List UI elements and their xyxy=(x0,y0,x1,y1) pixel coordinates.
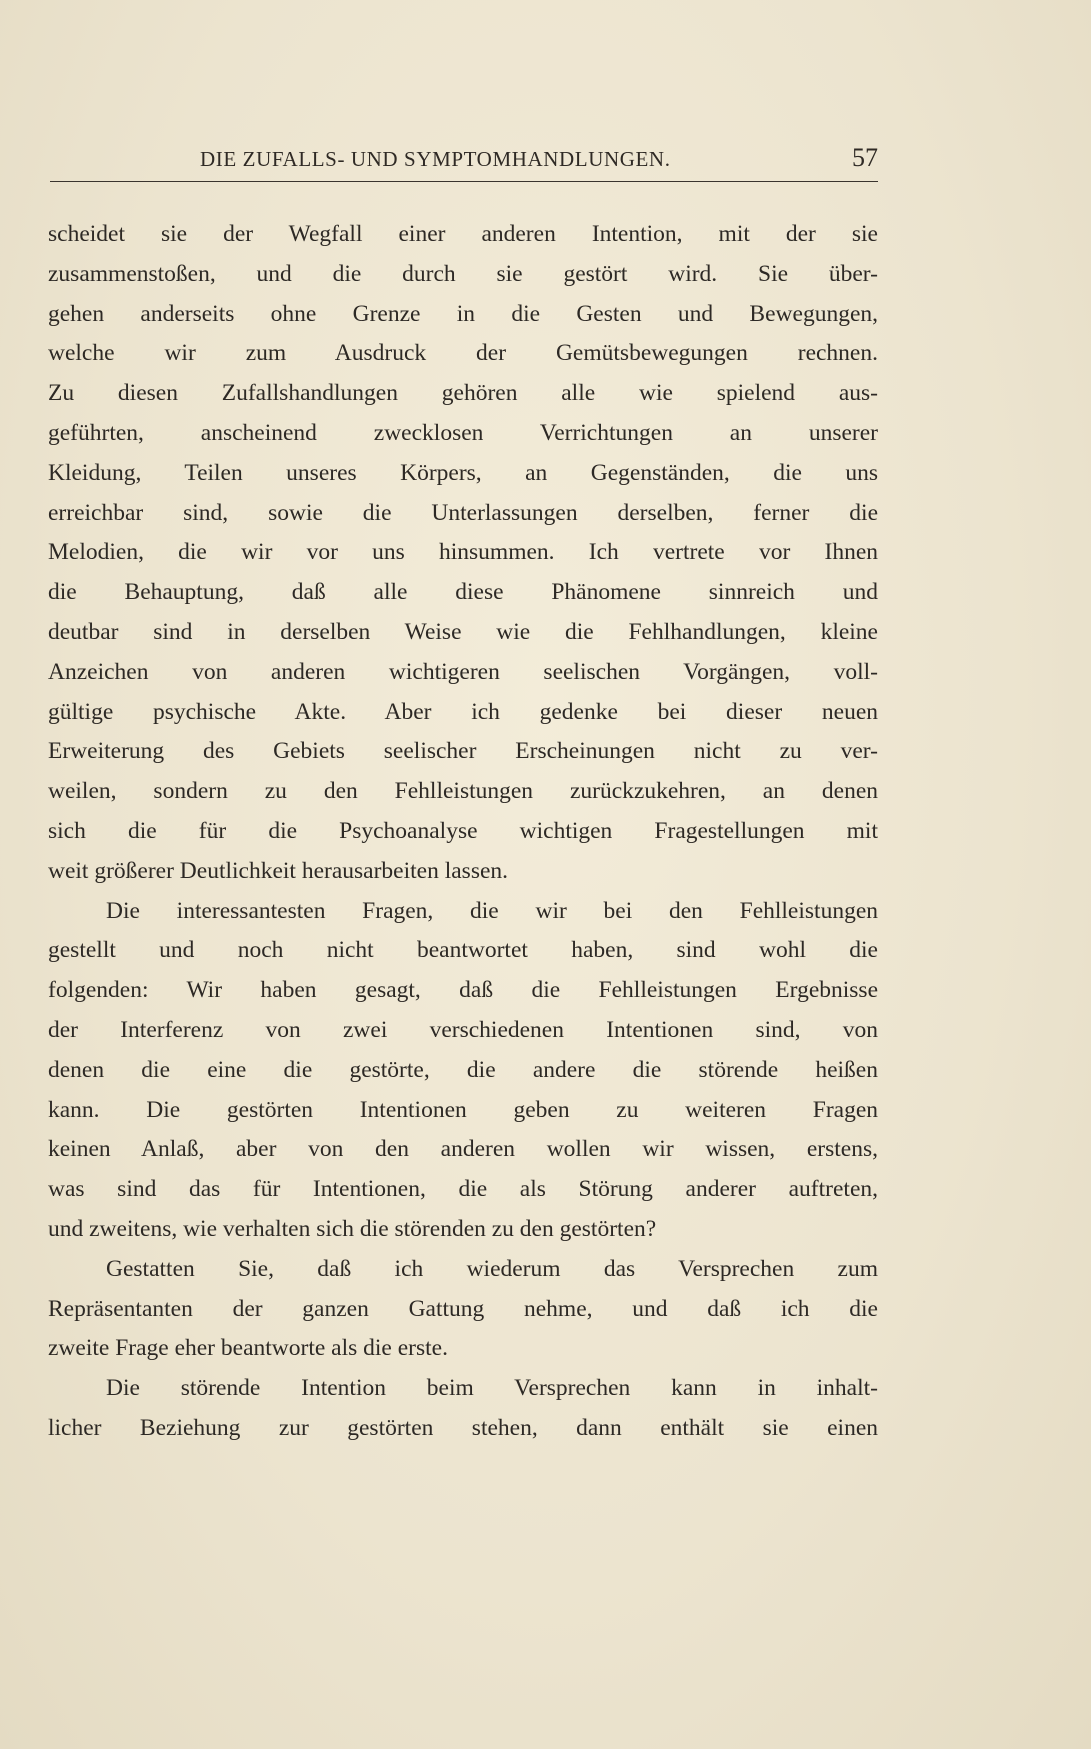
text-line: erreichbar sind, sowie die Unterlassungen derselben, ferner die xyxy=(48,499,878,526)
text-line: Die interessantesten Fragen, die wir bei den Fehlleistungen xyxy=(106,897,878,924)
page-number: 57 xyxy=(852,143,878,172)
text-line: geführten, anscheinend zwecklosen Verrichtungen an unserer xyxy=(48,419,878,446)
text-line: Kleidung, Teilen unseres Körpers, an Gegenständen, die uns xyxy=(48,459,878,486)
text-line: sich die für die Psychoanalyse wichtigen Fragestellungen mit xyxy=(48,817,878,844)
text-line: Anzeichen von anderen wichtigeren seelischen Vorgängen, voll- xyxy=(48,658,878,685)
text-line: denen die eine die gestörte, die andere die störende heißen xyxy=(48,1056,878,1083)
text-line: Repräsentanten der ganzen Gattung nehme, und daß ich die xyxy=(48,1295,878,1322)
header-rule xyxy=(50,181,878,182)
text-line: zusammenstoßen, und die durch sie gestört wird. Sie über- xyxy=(48,260,878,287)
text-line: welche wir zum Ausdruck der Gemütsbewegungen rechnen. xyxy=(48,340,878,367)
text-line: Erweiterung des Gebiets seelischer Erscheinungen nicht zu ver- xyxy=(48,738,878,765)
text-line: Gestatten Sie, daß ich wiederum das Versprechen zum xyxy=(106,1255,878,1282)
text-line: folgenden: Wir haben gesagt, daß die Fehlleistungen Ergebnisse xyxy=(48,977,878,1004)
text-line: Zu diesen Zufallshandlungen gehören alle wie spielend aus- xyxy=(48,380,878,407)
text-line: deutbar sind in derselben Weise wie die Fehlhandlungen, kleine xyxy=(48,618,878,645)
text-line: gestellt und noch nicht beantwortet haben, sind wohl die xyxy=(48,937,878,964)
text-line: zweite Frage eher beantworte als die erste. xyxy=(48,1335,448,1362)
text-line: gültige psychische Akte. Aber ich gedenke bei dieser neuen xyxy=(48,698,878,725)
text-line: Die störende Intention beim Versprechen kann in inhalt- xyxy=(106,1375,878,1402)
text-line: keinen Anlaß, aber von den anderen wollen wir wissen, erstens, xyxy=(48,1136,878,1163)
text-line: Melodien, die wir vor uns hinsummen. Ich vertrete vor Ihnen xyxy=(48,539,878,566)
text-line: die Behauptung, daß alle diese Phänomene sinnreich und xyxy=(48,579,878,606)
text-line: weilen, sondern zu den Fehlleistungen zurückzukehren, an denen xyxy=(48,778,878,805)
running-head xyxy=(50,143,878,177)
text-line: weit größerer Deutlichkeit herausarbeiten lassen. xyxy=(48,857,509,884)
running-title: DIE ZUFALLS- UND SYMPTOMHANDLUNGEN. xyxy=(200,147,671,171)
text-line: und zweitens, wie verhalten sich die störenden zu den gestörten? xyxy=(48,1215,657,1242)
text-line: scheidet sie der Wegfall einer anderen Intention, mit der sie xyxy=(48,221,878,247)
text-line: kann. Die gestörten Intentionen geben zu weiteren Fragen xyxy=(48,1096,878,1123)
text-line: licher Beziehung zur gestörten stehen, dann enthält sie einen xyxy=(48,1414,878,1441)
text-line: der Interferenz von zwei verschiedenen Intentionen sind, von xyxy=(48,1016,878,1043)
text-line: was sind das für Intentionen, die als Störung anderer auftreten, xyxy=(48,1176,878,1203)
body-text xyxy=(48,215,878,1449)
text-line: gehen anderseits ohne Grenze in die Gesten und Bewegungen, xyxy=(48,300,878,327)
